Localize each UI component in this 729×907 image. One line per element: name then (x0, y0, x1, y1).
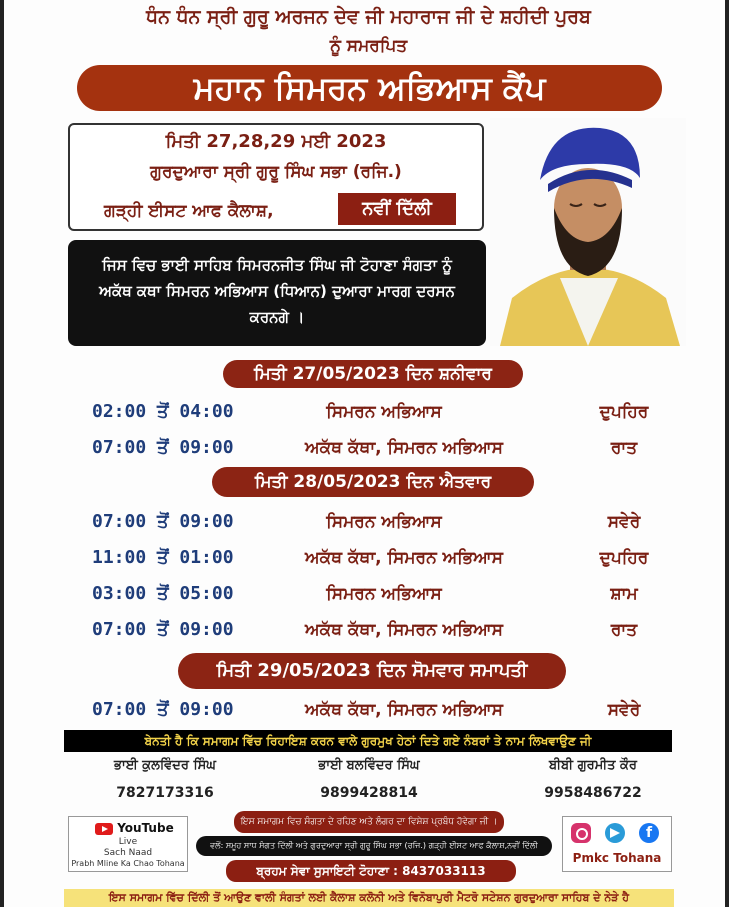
schedule-activity: ਅਕੱਥ ਕੱਥਾ, ਸਿਮਰਨ ਅਭਿਆਸ (305, 438, 503, 458)
schedule-period: ਸ਼ਾਮ (610, 584, 638, 604)
instagram-icon[interactable] (571, 823, 591, 843)
intro-text: ਜਿਸ ਵਿਚ ਭਾਈ ਸਾਹਿਬ ਸਿਮਰਨਜੀਤ ਸਿੰਘ ਜੀ ਟੋਹਾਣਾ ਸੰਗਤਾ ਨੂੰ ਅਕੱਥ ਕਥਾ ਸਿਮਰਨ ਅਭਿਆਸ (ਧਿਆਨ) ਦੁਆਰਾ ਮਾਰਗ ਦਰਸਨ ਕਰਨਗੇ । (99, 256, 455, 326)
schedule-time: 02:00 ਤੋਂ 04:00 (92, 401, 234, 422)
schedule-activity: ਸਿਮਰਨ ਅਭਿਆਸ (326, 402, 442, 422)
schedule-period: ਸਵੇਰੇ (607, 700, 641, 720)
schedule-period: ਦੁਪਹਿਰ (599, 548, 649, 568)
schedule-time: 11:00 ਤੋਂ 01:00 (92, 547, 234, 568)
schedule-activity: ਸਿਮਰਨ ਅਭਿਆਸ (326, 512, 442, 532)
society-contact[interactable]: ਬ੍ਰਹਮ ਸੇਵਾ ਸੁਸਾਇਟੀ ਟੋਹਾਣਾ : 8437033113 (226, 860, 516, 882)
telegram-icon[interactable] (605, 823, 625, 843)
schedule-time: 03:00 ਤੋਂ 05:00 (92, 583, 234, 604)
schedule-time: 07:00 ਤੋਂ 09:00 (92, 619, 234, 640)
schedule-activity: ਅਕੱਥ ਕੱਥਾ, ਸਿਮਰਨ ਅਭਿਆਸ (305, 700, 503, 720)
venue-gurdwara: ਗੁਰਦੁਆਰਾ ਸ੍ਰੀ ਗੁਰੂ ਸਿੰਘ ਸਭਾ (ਰਜਿ.) (150, 162, 402, 182)
contact-phone[interactable]: 7827173316 (116, 785, 214, 801)
schedule-period: ਰਾਤ (610, 620, 638, 640)
contact-name: ਬੀਬੀ ਗੁਰਮੀਤ ਕੌਰ (549, 758, 637, 773)
day-label: ਮਿਤੀ 28/05/2023 ਦਿਨ ਐਤਵਾਰ (212, 467, 534, 497)
header-line1: ਧੰਨ ਧੰਨ ਸ੍ਰੀ ਗੁਰੂ ਅਰਜਨ ਦੇਵ ਜੀ ਮਹਾਰਾਜ ਜੀ ਦੇ ਸ਼ਹੀਦੀ ਪੁਰਬ (146, 6, 591, 28)
schedule-period: ਦੁਪਹਿਰ (599, 402, 649, 422)
page-title: ਮਹਾਨ ਸਿਮਰਨ ਅਭਿਆਸ ਕੈਂਪ (77, 65, 662, 111)
youtube-line3: Prabh Mline Ka Chao Tohana (71, 859, 185, 868)
header-line2: ਨੂੰ ਸਮਰਪਿਤ (329, 36, 408, 56)
contact-name: ਭਾਈ ਬਲਵਿੰਦਰ ਸਿੰਘ (318, 758, 420, 773)
day-label: ਮਿਤੀ 29/05/2023 ਦਿਨ ਸੋਮਵਾਰ ਸਮਾਪਤੀ (178, 653, 566, 689)
request-banner: ਬੇਨਤੀ ਹੈ ਕਿ ਸਮਾਗਮ ਵਿੱਚ ਰਿਹਾਇਸ਼ ਕਰਨ ਵਾਲੇ ਗੁਰਮੁਖ ਹੇਠਾਂ ਦਿਤੇ ਗਏ ਨੰਬਰਾਂ ਤੇ ਨਾਮ ਲਿਖਵਾਉਣ ਜੀ (64, 730, 672, 752)
schedule-time: 07:00 ਤੋਂ 09:00 (92, 699, 234, 720)
youtube-line1: Live (118, 837, 138, 847)
contact-phone[interactable]: 9899428814 (320, 785, 418, 801)
bottom-strip: ਇਸ ਸਮਾਗਮ ਵਿੱਚ ਦਿੱਲੀ ਤੋਂ ਆਉਣ ਵਾਲੀ ਸੰਗਤਾਂ ਲਈ ਕੈਲਾਸ਼ ਕਲੋਨੀ ਅਤੇ ਵਿਨੋਬਾਪੁਰੀ ਮੈਟਰੋ ਸਟੇਸ਼ਨ ਗੁਰਦੁਆਰਾ ਸਾਹਿਬ ਦੇ ਨੇੜੇ ਹੈ (64, 889, 674, 907)
facebook-icon[interactable]: f (639, 823, 659, 843)
schedule-activity: ਸਿਮਰਨ ਅਭਿਆਸ (326, 584, 442, 604)
schedule-time: 07:00 ਤੋਂ 09:00 (92, 437, 234, 458)
venue-dates: ਮਿਤੀ 27,28,29 ਮਈ 2023 (165, 131, 387, 152)
social-handle: Pmkc Tohana (572, 851, 662, 865)
schedule-time: 07:00 ਤੋਂ 09:00 (92, 511, 234, 532)
organisers-note: ਵਲੋਂ: ਸਮੂਹ ਸਾਧ ਸੰਗਤ ਦਿੱਲੀ ਅਤੇ ਗੁਰਦੁਆਰਾ ਸ੍ਰੀ ਗੁਰੂ ਸਿੰਘ ਸਭਾ (ਰਜਿ.) ਗੜ੍ਹੀ ਈਸਟ ਆਫ ਕੈਲਾਸ਼,ਨਵੀਂ ਦਿੱਲੀ (196, 836, 552, 856)
youtube-box[interactable] (68, 816, 188, 872)
day-label: ਮਿਤੀ 27/05/2023 ਦਿਨ ਸ਼ਨੀਵਾਰ (223, 360, 523, 388)
schedule-period: ਸਵੇਰੇ (607, 512, 641, 532)
portrait-image (490, 118, 686, 346)
social-box (562, 816, 672, 872)
youtube-icon (95, 823, 113, 835)
schedule-activity: ਅਕੱਥ ਕੱਥਾ, ਸਿਮਰਨ ਅਭਿਆਸ (305, 548, 503, 568)
venue-area: ਗੜ੍ਹੀ ਈਸਟ ਆਫ ਕੈਲਾਸ਼, (104, 201, 274, 221)
langar-note: ਇਸ ਸਮਾਗਮ ਵਿਚ ਸੰਗਤਾ ਦੇ ਰਹਿਣ ਅਤੇ ਲੰਗਰ ਦਾ ਵਿਸ਼ੇਸ਼ ਪ੍ਰਬੰਧ ਹੋਵੇਗਾ ਜੀ । (234, 811, 504, 833)
contact-name: ਭਾਈ ਕੁਲਵਿੰਦਰ ਸਿੰਘ (114, 758, 216, 773)
youtube-line2: Sach Naad (103, 848, 153, 858)
contact-phone[interactable]: 9958486722 (544, 785, 642, 801)
youtube-brand: YouTube (117, 821, 174, 835)
venue-box (68, 123, 484, 231)
intro-box (68, 240, 486, 346)
venue-city: ਨਵੀਂ ਦਿੱਲੀ (338, 193, 456, 225)
schedule-activity: ਅਕੱਥ ਕੱਥਾ, ਸਿਮਰਨ ਅਭਿਆਸ (305, 620, 503, 640)
schedule-period: ਰਾਤ (610, 438, 638, 458)
